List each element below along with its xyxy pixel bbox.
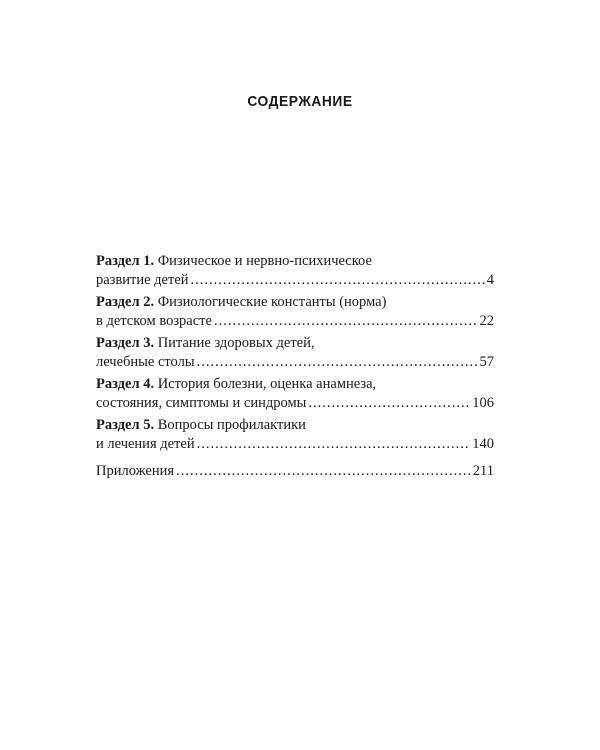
section-label: Раздел 4. [96, 376, 155, 392]
toc-entry-section-4[interactable] [96, 375, 494, 413]
page-number: 4 [486, 272, 494, 288]
dot-leader [197, 435, 471, 454]
section-title-continued: состояния, симптомы и синдромы [96, 395, 307, 411]
section-title: Вопросы профилактики [157, 417, 306, 433]
section-title: Питание здоровых детей, [157, 335, 315, 351]
dot-leader [191, 271, 485, 290]
section-title-continued: развитие детей [96, 272, 189, 288]
page-number: 140 [472, 436, 494, 452]
section-title: Физиологические константы (норма) [157, 294, 387, 310]
toc-entry-section-1[interactable] [96, 252, 494, 290]
dot-leader [308, 394, 470, 413]
appendix-title: Приложения [96, 463, 175, 479]
dot-leader [214, 312, 478, 331]
dot-leader [176, 462, 471, 481]
section-title-continued: и лечения детей [96, 436, 195, 452]
section-label: Раздел 2. [96, 294, 155, 310]
toc-entry-section-5[interactable] [96, 416, 494, 454]
toc-entry-appendix[interactable] [96, 462, 494, 481]
section-title: Физическое и нервно-психическое [157, 253, 372, 269]
toc-entry-section-2[interactable] [96, 293, 494, 331]
section-label: Раздел 5. [96, 417, 155, 433]
page-number: 22 [479, 313, 494, 329]
dot-leader [197, 353, 478, 372]
page-number: 211 [472, 463, 494, 479]
section-label: Раздел 3. [96, 335, 155, 351]
table-of-contents [96, 252, 494, 484]
page-number: 106 [472, 395, 494, 411]
section-label: Раздел 1. [96, 253, 155, 269]
toc-entry-section-3[interactable] [96, 334, 494, 372]
section-title: История болезни, оценка анамнеза, [157, 376, 377, 392]
section-title-continued: лечебные столы [96, 354, 195, 370]
section-title-continued: в детском возрасте [96, 313, 212, 329]
page-title: СОДЕРЖАНИЕ [247, 93, 353, 110]
page-number: 57 [479, 354, 494, 370]
